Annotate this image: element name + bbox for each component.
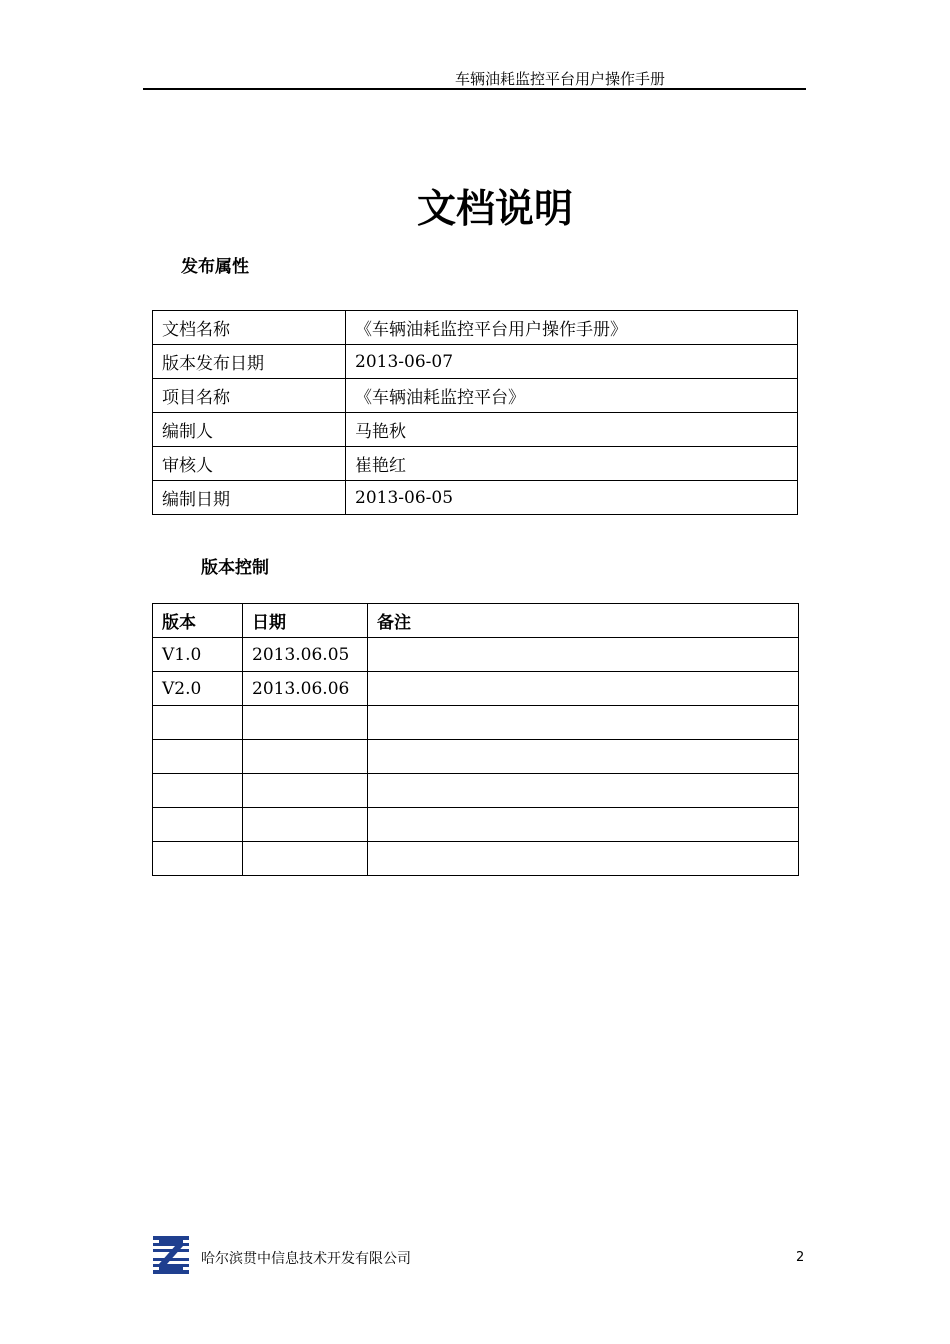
property-label: 编制人	[153, 413, 346, 447]
version-cell	[153, 740, 243, 774]
note-cell	[368, 808, 799, 842]
page-number: 2	[796, 1250, 805, 1265]
date-cell	[243, 842, 368, 876]
table-row	[153, 379, 798, 413]
note-cell	[368, 706, 799, 740]
version-cell: V2.0	[153, 672, 243, 706]
note-cell	[368, 638, 799, 672]
date-cell	[243, 774, 368, 808]
version-cell	[153, 842, 243, 876]
table-row	[153, 345, 798, 379]
table-row	[153, 481, 798, 515]
version-section-heading: 版本控制	[201, 558, 269, 578]
doc-title: 文档说明	[416, 187, 573, 232]
header-rule	[143, 88, 806, 90]
table-header-row	[153, 604, 799, 638]
property-label: 编制日期	[153, 481, 346, 515]
note-cell	[368, 774, 799, 808]
company-logo-icon	[153, 1236, 189, 1274]
version-cell	[153, 774, 243, 808]
note-cell	[368, 842, 799, 876]
header-title: 车辆油耗监控平台用户操作手册	[455, 70, 666, 88]
table-row	[153, 808, 799, 842]
property-value: 《车辆油耗监控平台用户操作手册》	[346, 311, 798, 345]
column-header-version: 版本	[153, 604, 243, 638]
date-cell	[243, 808, 368, 842]
table-row	[153, 706, 799, 740]
property-value: 马艳秋	[346, 413, 798, 447]
version-cell	[153, 706, 243, 740]
version-control-table	[152, 603, 799, 876]
column-header-date: 日期	[243, 604, 368, 638]
date-cell	[243, 706, 368, 740]
column-header-note: 备注	[368, 604, 799, 638]
note-cell	[368, 672, 799, 706]
property-value: 2013-06-05	[346, 481, 798, 515]
table-row	[153, 842, 799, 876]
date-cell: 2013.06.05	[243, 638, 368, 672]
property-label: 文档名称	[153, 311, 346, 345]
footer-company-name: 哈尔滨贯中信息技术开发有限公司	[201, 1251, 411, 1267]
table-row	[153, 413, 798, 447]
table-row	[153, 638, 799, 672]
property-label: 审核人	[153, 447, 346, 481]
property-value: 崔艳红	[346, 447, 798, 481]
table-row	[153, 447, 798, 481]
publish-properties-table	[152, 310, 798, 515]
publish-section-heading: 发布属性	[181, 257, 249, 277]
property-label: 项目名称	[153, 379, 346, 413]
property-label: 版本发布日期	[153, 345, 346, 379]
table-row	[153, 740, 799, 774]
property-value: 《车辆油耗监控平台》	[346, 379, 798, 413]
property-value: 2013-06-07	[346, 345, 798, 379]
date-cell	[243, 740, 368, 774]
note-cell	[368, 740, 799, 774]
version-cell	[153, 808, 243, 842]
table-row	[153, 672, 799, 706]
table-row	[153, 774, 799, 808]
table-row	[153, 311, 798, 345]
date-cell: 2013.06.06	[243, 672, 368, 706]
version-cell: V1.0	[153, 638, 243, 672]
